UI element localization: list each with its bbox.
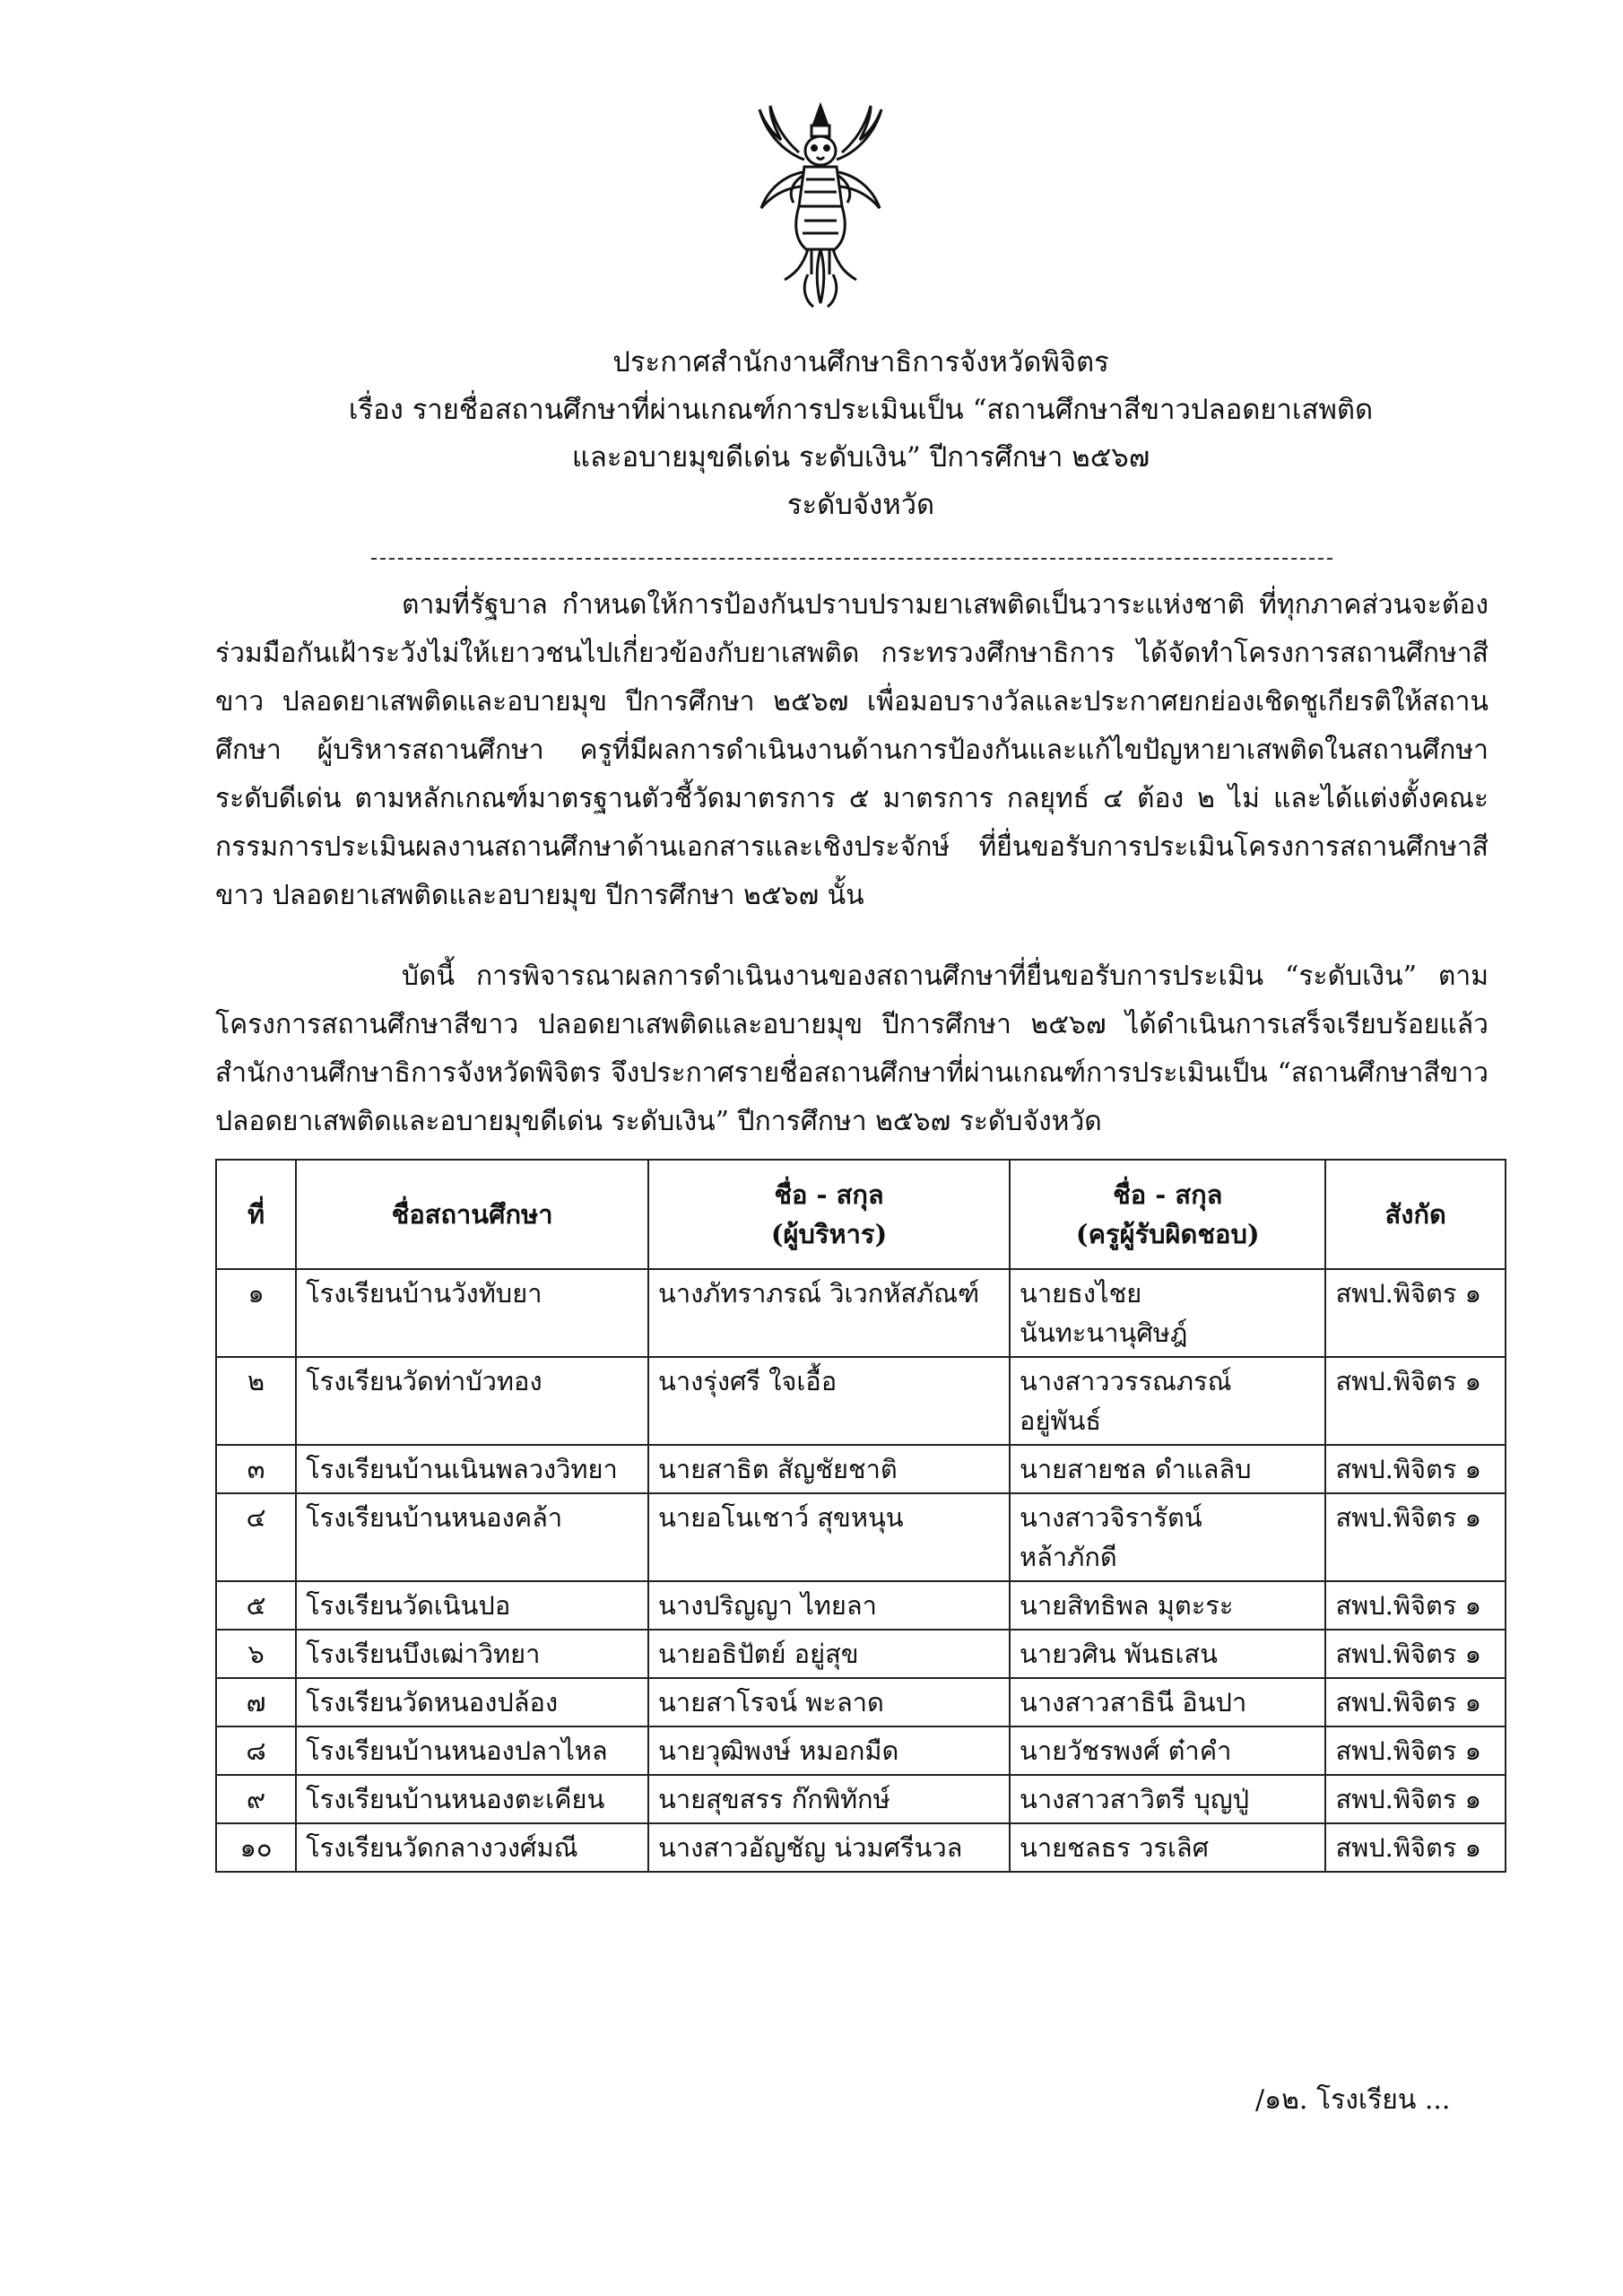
- row-number: ๘: [216, 1726, 296, 1775]
- table-row: [216, 1630, 1506, 1678]
- row-number: ๖: [216, 1630, 296, 1678]
- announcement-subject-line1: เรื่อง รายชื่อสถานศึกษาที่ผ่านเกณฑ์การประเมินเป็น “สถานศึกษาสีขาวปลอดยาเสพติด: [348, 394, 1374, 426]
- teacher-name: [1010, 1357, 1325, 1445]
- row-number: ๔: [216, 1493, 296, 1581]
- affiliation: สพป.พิจิตร ๑: [1325, 1775, 1506, 1823]
- teacher-name: [1010, 1630, 1325, 1678]
- table-row: [216, 1493, 1506, 1581]
- affiliation: สพป.พิจิตร ๑: [1325, 1445, 1506, 1493]
- teacher-name: [1010, 1678, 1325, 1726]
- school-name: โรงเรียนบ้านหนองตะเคียน: [296, 1775, 648, 1823]
- teacher-name: [1010, 1493, 1325, 1581]
- teacher-name-line1: นางสาวสาวิตรี บุญปู่: [1020, 1784, 1250, 1814]
- teacher-name-line2: นันทะนานุศิษฎ์: [1020, 1318, 1188, 1348]
- teacher-name-line1: นางสาววรรณภรณ์: [1020, 1366, 1232, 1396]
- body-paragraph-1: ตามที่รัฐบาล กำหนดให้การป้องกันปราบปรามยาเสพติดเป็นวาระแห่งชาติ ที่ทุกภาคส่วนจะต้องร่วมมือกันเฝ้าระวังไม่ให้เยาวชนไปเกี่ยวข้องกับยาเสพติด กระทรวงศึกษาธิการ ได้จัดทำโครงการสถานศึกษาสีขาว ปลอดยาเสพติดและอบายมุข ปีการศึกษา ๒๕๖๗ เพื่อมอบรางวัลและประกาศยกย่องเชิดชูเกียรติให้สถานศึกษา ผู้บริหารสถานศึกษา ครูที่มีผลการดำเนินงานด้านการป้องกันและแก้ไขปัญหายาเสพติดในสถานศึกษาระดับดีเด่น ตามหลักเกณฑ์มาตรฐานตัวชี้วัดมาตรการ ๕ มาตรการ กลยุทธ์ ๔ ต้อง ๒ ไม่ และได้แต่งตั้งคณะกรรมการประเมินผลงานสถานศึกษาด้านเอกสารและเชิงประจักษ์ ที่ยื่นขอรับการประเมินโครงการสถานศึกษาสีขาว ปลอดยาเสพติดและอบายมุข ปีการศึกษา ๒๕๖๗ นั้น: [215, 589, 1488, 911]
- affiliation: สพป.พิจิตร ๑: [1325, 1630, 1506, 1678]
- row-number: ๑: [216, 1269, 296, 1357]
- affiliation: สพป.พิจิตร ๑: [1325, 1726, 1506, 1775]
- body-paragraph-2: บัดนี้ การพิจารณาผลการดำเนินงานของสถานศึกษาที่ยื่นขอรับการประเมิน “ระดับเงิน” ตามโครงการสถานศึกษาสีขาว ปลอดยาเสพติดและอบายมุข ปีการศึกษา ๒๕๖๗ ได้ดำเนินการเสร็จเรียบร้อยแล้ว สำนักงานศึกษาธิการจังหวัดพิจิตร จึงประกาศรายชื่อสถานศึกษาที่ผ่านเกณฑ์การประเมินเป็น “สถานศึกษาสีขาวปลอดยาเสพติดและอบายมุขดีเด่น ระดับเงิน” ปีการศึกษา ๒๕๖๗ ระดับจังหวัด: [215, 961, 1488, 1137]
- teacher-name: [1010, 1269, 1325, 1357]
- teacher-name-line2: หล้าภักดี: [1020, 1542, 1117, 1572]
- school-name: โรงเรียนบึงเฒ่าวิทยา: [296, 1630, 648, 1678]
- table-row: [216, 1269, 1506, 1357]
- teacher-name-line1: นายสิทธิพล มุตะระ: [1020, 1590, 1234, 1621]
- affiliation: สพป.พิจิตร ๑: [1325, 1357, 1506, 1445]
- dashed-divider: [371, 558, 1332, 560]
- row-number: ๒: [216, 1357, 296, 1445]
- teacher-name-line1: นายชลธร วรเลิศ: [1020, 1832, 1210, 1863]
- header-teacher-line1: ชื่อ - สกุล: [1113, 1179, 1223, 1210]
- header-admin: [648, 1160, 1010, 1269]
- teacher-name-line1: นายวศิน พันธเสน: [1020, 1639, 1218, 1669]
- admin-name: นางภัทราภรณ์ วิเวกหัสภัณฑ์: [648, 1269, 1010, 1357]
- table-row: [216, 1445, 1506, 1493]
- teacher-name-line1: นายธงไชย: [1020, 1278, 1142, 1309]
- header-admin-line2: (ผู้บริหาร): [770, 1219, 888, 1249]
- row-number: ๙: [216, 1775, 296, 1823]
- table-row: [216, 1357, 1506, 1445]
- affiliation: สพป.พิจิตร ๑: [1325, 1493, 1506, 1581]
- table-row: [216, 1726, 1506, 1775]
- affiliation: สพป.พิจิตร ๑: [1325, 1678, 1506, 1726]
- teacher-name-line1: นายสายชล ดำแลลิบ: [1020, 1454, 1252, 1484]
- admin-name: นายอโนเชาว์ สุขหนุน: [648, 1493, 1010, 1581]
- teacher-name-line2: อยู่พันธ์: [1020, 1405, 1102, 1436]
- school-name: โรงเรียนบ้านวังทับยา: [296, 1269, 648, 1357]
- header-teacher-line2: (ครูผู้รับผิดชอบ): [1075, 1219, 1260, 1249]
- teacher-name: [1010, 1823, 1325, 1872]
- affiliation: สพป.พิจิตร ๑: [1325, 1581, 1506, 1630]
- header-admin-line1: ชื่อ - สกุล: [774, 1179, 884, 1210]
- teacher-name-line1: นางสาวจิรารัตน์: [1020, 1502, 1202, 1533]
- row-number: ๗: [216, 1678, 296, 1726]
- table-row: [216, 1823, 1506, 1872]
- admin-name: นางปริญญา ไทยลา: [648, 1581, 1010, 1630]
- affiliation: สพป.พิจิตร ๑: [1325, 1823, 1506, 1872]
- table-header-row: [216, 1160, 1506, 1269]
- teacher-name: [1010, 1445, 1325, 1493]
- school-name: โรงเรียนบ้านหนองคล้า: [296, 1493, 648, 1581]
- announcement-heading: [206, 339, 1515, 529]
- school-name: โรงเรียนวัดท่าบัวทอง: [296, 1357, 648, 1445]
- table-row: [216, 1678, 1506, 1726]
- school-name: โรงเรียนวัดกลางวงศ์มณี: [296, 1823, 648, 1872]
- table-row: [216, 1775, 1506, 1823]
- admin-name: นายสุขสรร ก๊กพิทักษ์: [648, 1775, 1010, 1823]
- teacher-name: [1010, 1726, 1325, 1775]
- school-name: โรงเรียนวัดหนองปล้อง: [296, 1678, 648, 1726]
- table-row: [216, 1581, 1506, 1630]
- header-teacher: [1010, 1160, 1325, 1269]
- teacher-name-line1: นางสาวสาธินี อินปา: [1020, 1687, 1247, 1718]
- continuation-note: /๑๒. โรงเรียน ...: [1255, 2084, 1451, 2116]
- admin-name: นางสาวอัญชัญ น่วมศรีนวล: [648, 1823, 1010, 1872]
- admin-name: นายสาธิต สัญชัยชาติ: [648, 1445, 1010, 1493]
- header-affiliation: สังกัด: [1325, 1160, 1506, 1269]
- school-name: โรงเรียนบ้านหนองปลาไหล: [296, 1726, 648, 1775]
- admin-name: นายอธิปัตย์ อยู่สุข: [648, 1630, 1010, 1678]
- row-number: ๑๐: [216, 1823, 296, 1872]
- teacher-name-line1: นายวัชรพงศ์ ต๋าคำ: [1020, 1735, 1232, 1766]
- school-name: โรงเรียนบ้านเนินพลวงวิทยา: [296, 1445, 648, 1493]
- announcement-title: ประกาศสำนักงานศึกษาธิการจังหวัดพิจิตร: [612, 346, 1109, 378]
- announcement-level: ระดับจังหวัด: [786, 489, 935, 521]
- header-no: ที่: [216, 1160, 296, 1269]
- school-name: โรงเรียนวัดเนินปอ: [296, 1581, 648, 1630]
- header-school: ชื่อสถานศึกษา: [296, 1160, 648, 1269]
- school-list-table: [215, 1159, 1506, 1873]
- admin-name: นายวุฒิพงษ์ หมอกมืด: [648, 1726, 1010, 1775]
- announcement-subject-line2: และอบายมุขดีเด่น ระดับเงิน” ปีการศึกษา ๒๕๖๗: [571, 441, 1150, 474]
- row-number: ๕: [216, 1581, 296, 1630]
- teacher-name: [1010, 1775, 1325, 1823]
- teacher-name: [1010, 1581, 1325, 1630]
- admin-name: นางรุ่งศรี ใจเอื้อ: [648, 1357, 1010, 1445]
- garuda-emblem: [749, 90, 892, 314]
- affiliation: สพป.พิจิตร ๑: [1325, 1269, 1506, 1357]
- row-number: ๓: [216, 1445, 296, 1493]
- admin-name: นายสาโรจน์ พะลาด: [648, 1678, 1010, 1726]
